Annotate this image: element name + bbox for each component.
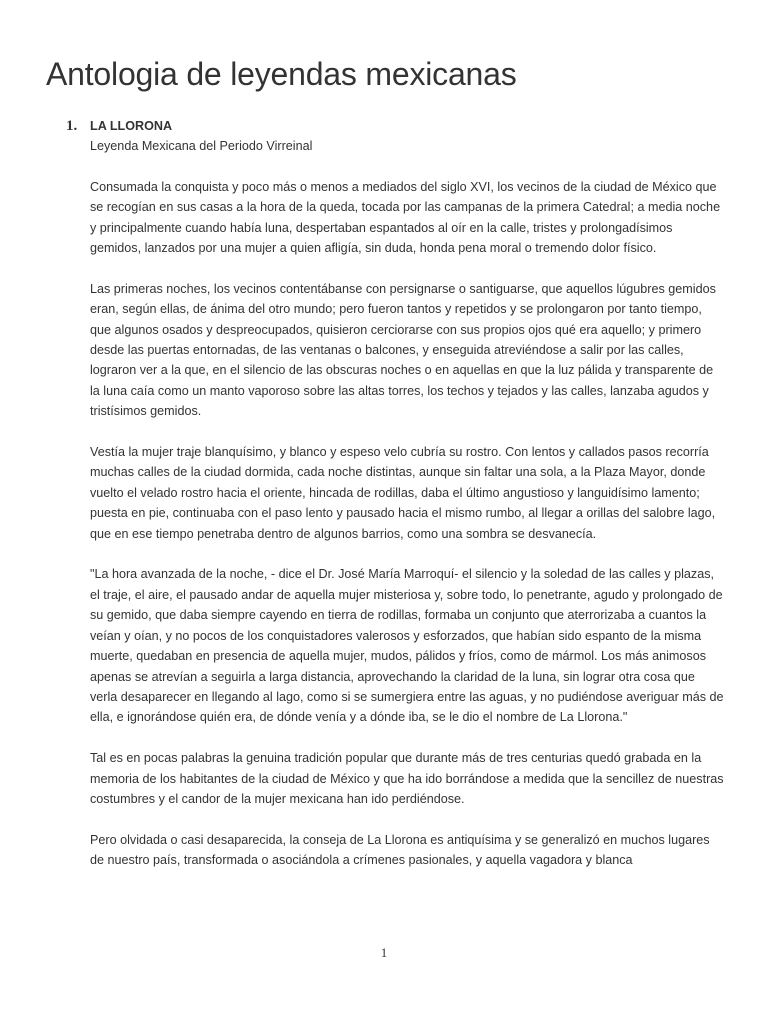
paragraph: "La hora avanzada de la noche, - dice el Dr. José María Marroquí- el silencio y la soledad de las calles y plazas, el traje, el aire, el pausado andar de aquella mujer misteriosa y, sobre todo, lo penetrante, agudo y prolongado de su gemido, que daba siempre cayendo en tierra de rodillas, formaba un conjunto que aterrorizaba a cuantos la veían y oían, y no pocos de los conquistadores valerosos y esforzados, que habían sido espanto de la misma muerte, quedaban en presencia de aquella mujer, mudos, pálidos y fríos, como de mármol. Los más animosos apenas se atrevían a seguirla a larga distancia, aprovechando la claridad de la luna, sin lograr otra cosa que verla desaparecer en llegando al lago, como si se sumergiera entre las aguas, y no pudiéndose averiguar más de ella, e ignorándose quién era, de dónde venía y a dónde iba, se le dio el nombre de La Llorona." — [90, 567, 724, 725]
paragraph: Pero olvidada o casi desaparecida, la conseja de La Llorona es antiquísima y se generalizó en muchos lugares de nuestro país, transformada o asociándola a crímenes pasionales, y aquella vagadora y blanca — [90, 832, 710, 868]
paragraph: Consumada la conquista y poco más o menos a mediados del siglo XVI, los vecinos de la ciudad de México que se recogían en sus casas a la hora de la queda, tocada por las campanas de la primera Catedral; a media noche y principalmente cuando había luna, despertaban espantados al oír en la calle, tristes y prolongadísimos gemidos, lanzados por una mujer a quien afligía, sin duda, honda pena moral o tremendo dolor físico. — [90, 179, 721, 256]
page-number: 1 — [380, 945, 388, 960]
paragraph: Las primeras noches, los vecinos contentábanse con persignarse o santiguarse, que aquellos lúgubres gemidos eran, según ellas, de ánima del otro mundo; pero fueron tantos y repetidos y se prolongaron por tanto tiempo, que algunos osados y despreocupados, quisieron cerciorarse con sus propios ojos qué era aquello; y primero desde las puertas entornadas, de las ventanas o balcones, y enseguida atreviéndose a salir por las calles, lograron ver a la que, en el silencio de las obscuras noches o en aquellas en que la luz pálida y transparente de la luna caía como un manto vaporoso sobre las altas torres, los techos y tejados y las calles, lanzaba agudos y tristísimos gemidos. — [90, 281, 716, 419]
legend-subtitle: Leyenda Mexicana del Periodo Virreinal — [90, 139, 313, 153]
paragraph: Vestía la mujer traje blanquísimo, y blanco y espeso velo cubría su rostro. Con lentos y callados pasos recorría muchas calles de la ciudad dormida, cada noche distintas, aunque sin faltar una sola, a la Plaza Mayor, donde vuelto el velado rostro hacia el oriente, hincada de rodillas, daba el último angustioso y languidísimo lamento; puesta en pie, continuaba con el paso lento y pausado hacia el mismo rumbo, al llegar a orillas del salobre lago, que en ese tiempo penetraba dentro de algunos barrios, como una sombra se desvanecía. — [90, 445, 716, 541]
list-item-number: 1. — [66, 118, 78, 134]
document-title: Antologia de leyendas mexicanas — [46, 56, 517, 92]
legend-title: LA LLORONA — [90, 119, 173, 133]
list-item — [90, 116, 724, 871]
paragraph: Tal es en pocas palabras la genuina tradición popular que durante más de tres centurias quedó grabada en la memoria de los habitantes de la ciudad de México y que ha ido borrándose a medida que la sencillez de nuestras costumbres y el candor de la mujer mexicana han ido perdiéndose. — [90, 751, 724, 806]
